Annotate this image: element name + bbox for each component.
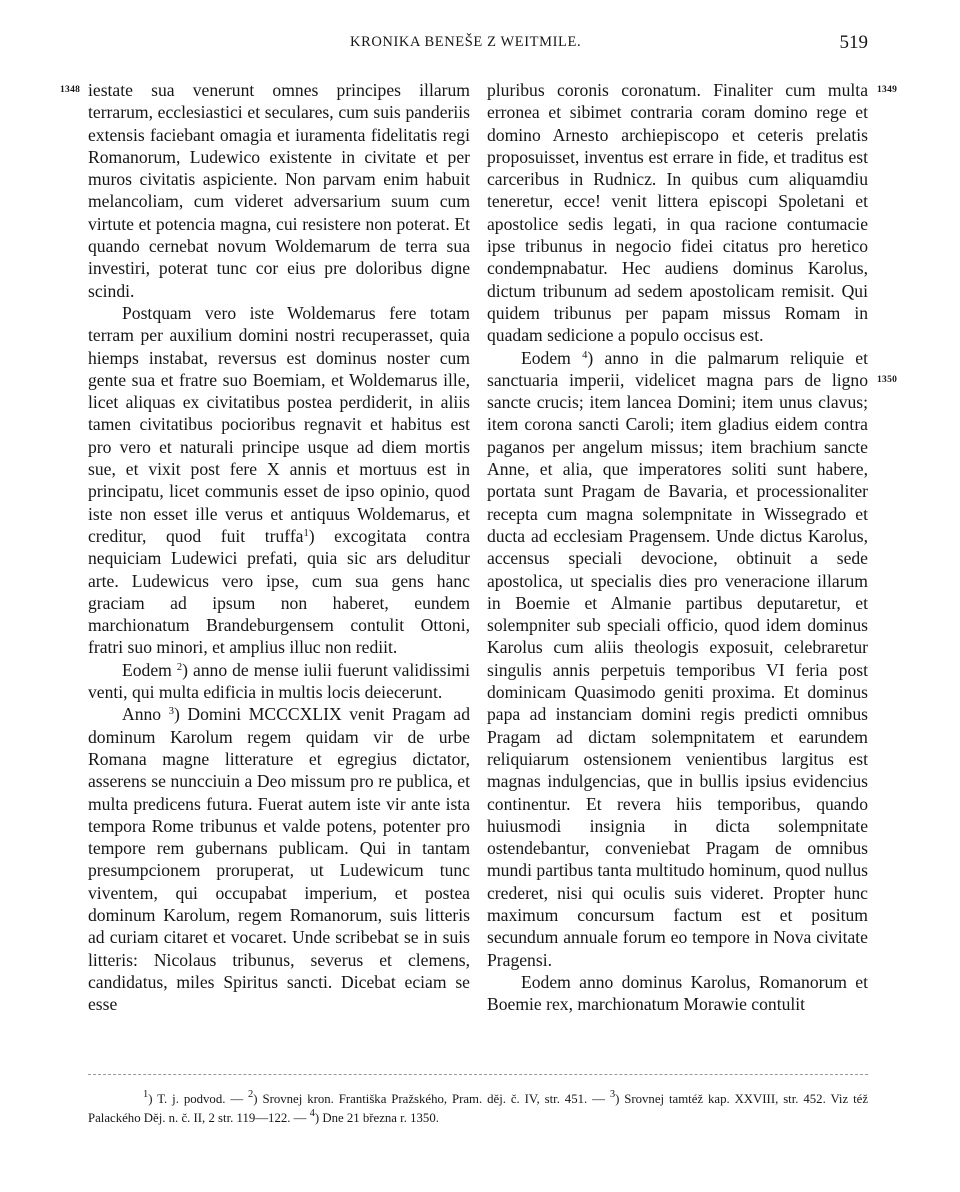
left-paragraph-3-text-a: Eodem <box>122 659 172 680</box>
right-column <box>487 79 868 1015</box>
left-paragraph-4: Anno $^3$) Domini MCCCXLIX venit Pragam ad dominum Karolum regem quidam vir de urbe Romana magne litterature et egregius dictator, asserens se nuncciuin a Deo missum pro re publica, et multa predicens futura. Fuerat autem iste vir ante ista tempora Rome tribunus et valde potens, potenter pro tempore rem gubernans publicam. Qui in tantam presumpcionem proruperat, ut Ludewicum tunc viventem, qui occupabat imperium, et postea dominum Karolum, regem Romanorum, suis litteris ad curiam citaret et vocaret. Unde scribebat se in suis litteris: Nicolaus tribunus, severus et clemens, candidatus, miles Spiritus sancti. Dicebat eciam se esse <box>88 704 470 1015</box>
right-paragraph-2-text-a: Eodem <box>521 347 571 368</box>
footnotes <box>88 1090 868 1128</box>
left-paragraph-3-text-b: anno de mense iulii fuerunt validissimi venti, qui multa edificia in multis locis deiecerunt. <box>88 659 470 703</box>
footnote-2-marker: 2 <box>248 1089 254 1100</box>
footnote-4-marker: 4 <box>309 1108 315 1119</box>
margin-year-left: 1348 <box>60 85 81 95</box>
page-number: 519 <box>839 32 868 53</box>
footnote-3-marker: 3 <box>609 1089 616 1100</box>
left-paragraph-2: Postquam vero iste Woldemarus fere totam terram per auxilium domini nostri recuperasset, quia hiemps instabat, reversus est dominus noster cum gente sua et fratre suo Boemiam, et Woldemarus ille, licet aliquas ex civitatibus postea perdiderit, in aliis tamen civitatibus pocioribus regnavit et habitus est pro vero et naturali principe usque ad diem mortis sue, et vixit post fere X annis et mortuus est in principatu, licet communis esset de ipso opinio, quod iste non esset ille verus et antiquus Woldemarus, et creditur, quod fuit truffa$^1$) excogitata contra nequiciam Ludewici prefati, quia sic ars deluditur arte. Ludewicus vero ipse, cum sua gens hanc graciam ad ipsum non haberet, eundem marchionatum Brandeburgensem contulit Ottoni, fratri suo minori, et amplius illuc non rediit. <box>88 302 471 658</box>
footnote-4: ) Dne 21 března r. 1350. <box>314 1111 439 1125</box>
margin-year-right-top: 1349 <box>877 85 898 95</box>
running-title: KRONIKA BENEŠE Z WEITMILE. <box>350 34 582 50</box>
left-paragraph-4-text-b: Domini MCCCXLIX venit Pragam ad dominum Karolum regem quidam vir de urbe Romana magne litterature et egregius dictator, asserens se nuncciuin a Deo missum pro re publica, et multa predicens futura. Fuerat autem iste vir ante ista tempora Rome tribunus et valde potens, potenter pro tempore rem gubernans publicam. Qui in tantam presumpcionem proruperat, ut Ludewicum tunc viventem, qui occupabat imperium, et postea dominum Karolum, regem Romanorum, suis litteris ad curiam citaret et vocaret. Unde scribebat se in suis litteris: Nicolaus tribunus, severus et clemens, candidatus, miles Spiritus sancti. Dicebat eciam se esse <box>88 704 470 1015</box>
left-paragraph-4-text-a: Anno <box>122 704 162 725</box>
footnote-ref-2: 2 <box>176 661 183 673</box>
footnote-divider <box>88 1074 868 1075</box>
footnote-text <box>88 1090 868 1128</box>
left-paragraph-1: iestate sua venerunt omnes principes illarum terrarum, ecclesiastici et seculares, cum suis panderiis extensis faciebant omagia et iuramenta fidelitatis regi Romanorum, Ludewico existente in civitate et per muros civitatis aspiciente. Non parvam enim habuit melancoliam, cum videret adversarium suum cum virtute et potencia magna, cui resistere non poterat. Et quando cernebat novum Woldemarum de terra sua investiri, poterat tunc cor eius pre doloribus digne scindi. <box>88 80 470 301</box>
right-paragraph-2-text-b: anno in die palmarum reliquie et sanctuaria imperii, videlicet magna pars de ligno sancte crucis; item lancea Domini; item unus clavus; item corona sancti Caroli; item gladius eidem contra paganos per angelum missus; item brachium sancte Anne, et alia, que imperatores soliti sunt habere, portata sunt Pragam de Bavaria, et processionaliter recepta cum magna solempnitate in Wissegrado et ducta ad ecclesiam Pragensem. Unde dictus Karolus, accensus speciali devocione, obtinuit a sede apostolica, ut specialis dies pro veneracione illarum in Boemie et Almanie partibus deputaretur, et solempniter sub speciali officio, quod idem dominus Karolus cum aliis theologis exposuit, celebraretur singulis annis perpetuis temporibus VI feria post dominicam Quasimodo geniti proxima. Et dominus papa ad instanciam domini regis predicti omnibus Pragam ad dictam solempnitatem et earundem reliquiarum ostensionem venientibus largitus est magnas indulgencias, que in bullis ipsius evidencius continentur. Et revera hiis temporibus, quando huiusmodi insignia in dicta solempnitate ostendebantur, conveniebat Pragam de omnibus mundi partibus tanta multitudo hominum, quod nullus crederet, nisi qui oculis suis videret. Propter hunc maximum concursum factum est et positum secundum annuale forum eo tempore in Nova civitate Pragensi. <box>487 347 869 970</box>
right-paragraph-2: Eodem $^4$) anno in die palmarum reliquie et sanctuaria imperii, videlicet magna pars de ligno sancte crucis; item lancea Domini; item unus clavus; item corona sancti Caroli; item gladius eidem contra paganos per angelum missus; item brachium sancte Anne, et alia, que imperatores soliti sunt habere, portata sunt Pragam de Bavaria, et processionaliter recepta cum magna solempnitate in Wissegrado et ducta ad ecclesiam Pragensem. Unde dictus Karolus, accensus speciali devocione, obtinuit a sede apostolica, ut specialis dies pro veneracione illarum in Boemie et Almanie partibus deputaretur, et solempniter sub speciali officio, quod idem dominus Karolus cum aliis theologis exposuit, celebraretur singulis annis perpetuis temporibus VI feria post dominicam Quasimodo geniti proxima. Et dominus papa ad instanciam domini regis predicti omnibus Pragam ad dictam solempnitatem et earundem reliquiarum ostensionem venientibus largitus est magnas indulgencias, que in bullis ipsius evidencius continentur. Et revera hiis temporibus, quando huiusmodi insignia in dicta solempnitate ostendebantur, conveniebat Pragam de omnibus mundi partibus tanta multitudo hominum, quod nullus crederet, nisi qui oculis suis videret. Propter hunc maximum concursum factum est et positum secundum annuale forum eo tempore in Nova civitate Pragensi. <box>487 347 869 970</box>
footnote-1: ) T. j. podvod. — <box>148 1092 249 1106</box>
left-paragraph-2-text-b: excogitata contra nequiciam Ludewici prefati, quia sic ars deluditur arte. Ludewicus vero ipse, cum sua gens hanc graciam ad ipsum non haberet, eundem marchionatum Brandeburgensem contulit Ottoni, fratri suo minori, et amplius illuc non rediit. <box>88 525 471 658</box>
footnote-1-marker: 1 <box>143 1089 149 1100</box>
right-paragraph-1: pluribus coronis coronatum. Finaliter cum multa erronea et sibimet contraria coram domino rege et domino Arnesto archiepiscopo et ceteris prelatis proposuisset, inventus est errare in fide, et traditus est carceribus in Rudnicz. In quibus cum aliquamdiu teneretur, ecce! venit littera episcopi Spoletani et apostolice sedis legati, in qua racione contumacie ipse tribunus in negocio fidei citatus pro heretico condempnabatur. Hec audiens dominus Karolus, dictum tribunum ad sedem apostolicam remisit. Qui quidem tribunus per papam missus Romam in quadam sedicione a populo occisus est. <box>487 80 868 346</box>
footnote-2: ) Srovnej kron. Františka Pražského, Pram. děj. č. IV, str. 451. — <box>253 1092 610 1106</box>
left-paragraph-2-text-a: Postquam vero iste Woldemarus fere totam terram per auxilium domini nostri recuperasset, quia hiemps instabat, reversus est dominus noster cum gente sua et fratre suo Boemiam, et Woldemarus ille, licet aliquas ex civitatibus postea perdiderit, in aliis tamen civitatibus pocioribus regnavit et habitus est pro vero et naturali principe usque ad diem mortis sue, et vixit post fere X annis et mortuus est in principatu, licet communis esset de ipso opinio, quod iste non esset ille verus et antiquus Woldemarus, et creditur, quod fuit truffa <box>88 302 470 546</box>
margin-year-right-middle: 1350 <box>877 375 898 385</box>
left-paragraph-3: Eodem $^2$) anno de mense iulii fuerunt validissimi venti, qui multa edificia in multis locis deiecerunt. <box>88 659 470 703</box>
footnote-ref-3: 3 <box>168 706 174 718</box>
footnote-3: ) Srovnej tamtéž kap. XXVIII, str. 452. Viz též Palackého Děj. n. č. II, 2 str. 119—122. — <box>88 1092 868 1125</box>
right-paragraph-3: Eodem anno dominus Karolus, Romanorum et Boemie rex, marchionatum Morawie contulit <box>487 971 868 1015</box>
left-column <box>88 79 470 1015</box>
running-header <box>0 34 960 60</box>
footnote-ref-1: 1 <box>303 527 309 539</box>
footnote-ref-4: 4 <box>582 349 588 361</box>
